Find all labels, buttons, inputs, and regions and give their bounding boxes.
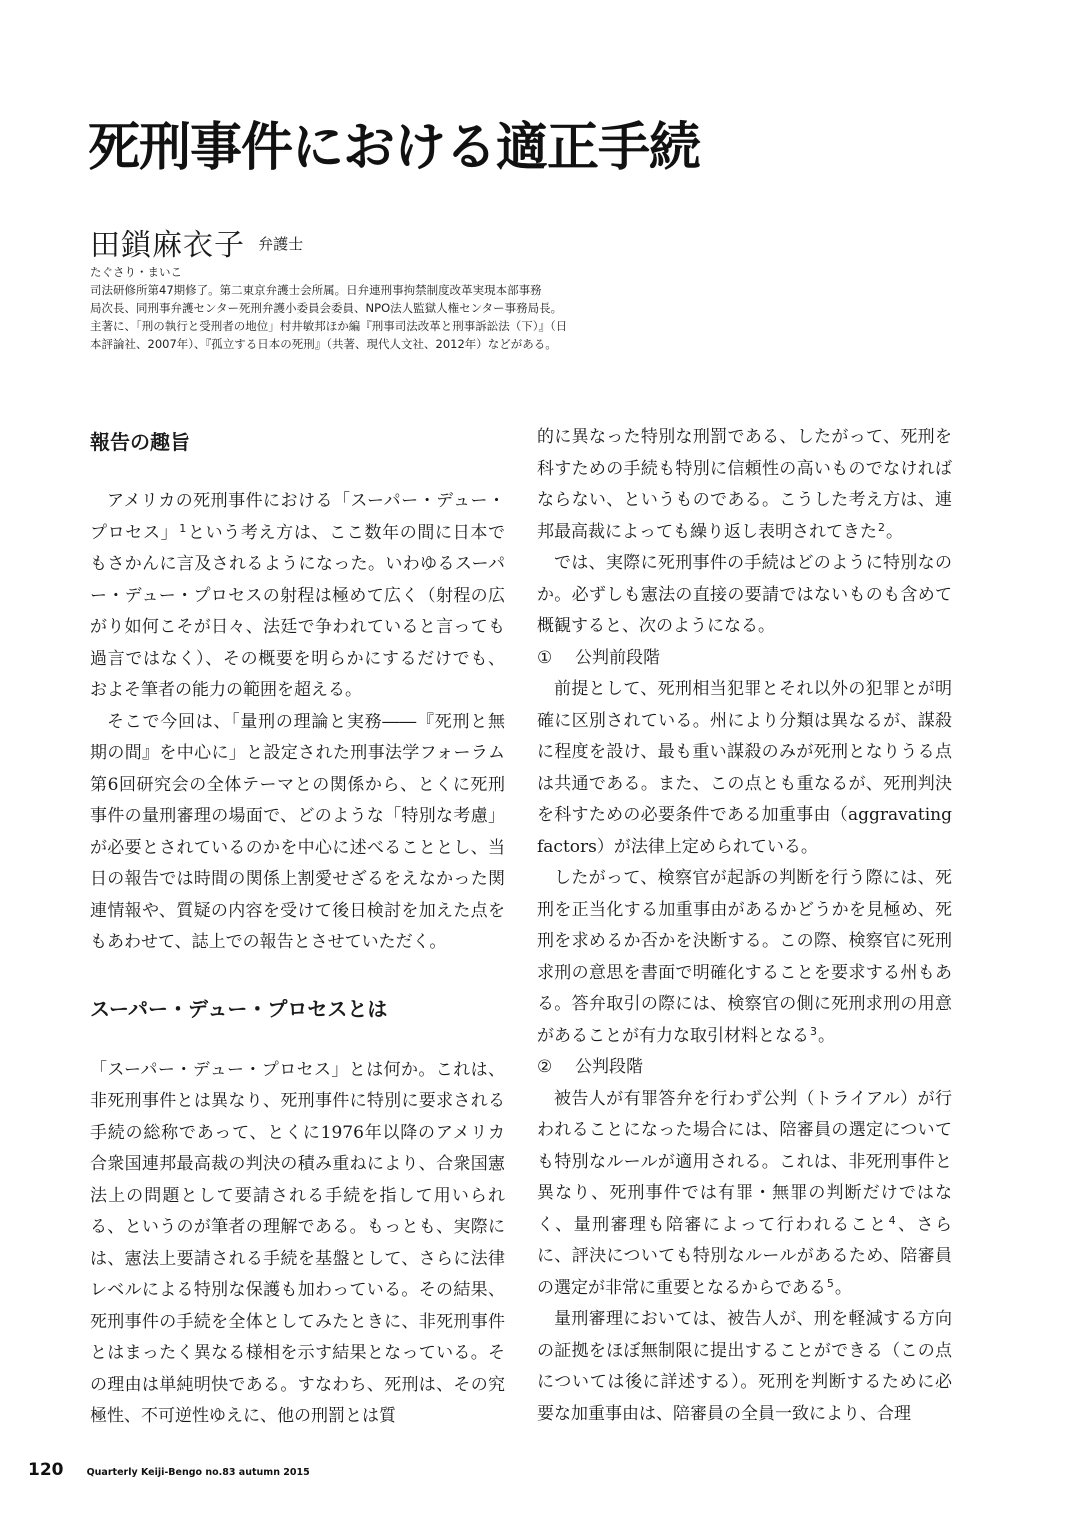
author-name: 田鎖麻衣子 <box>90 228 245 263</box>
footnote-ref[interactable]: 4 <box>888 1213 896 1227</box>
author-reading: たぐさり・まいこ <box>90 265 182 279</box>
paragraph: では、実際に死刑事件の手続はどのように特別なのか。必ずしも憲法の直接の要請ではないものも含めて概観すると、次のようになる。 <box>537 553 952 636</box>
paragraph: 「スーパー・デュー・プロセス」とは何か。これは、非死刑事件とは異なり、死刑事件に特別に要求される手続の総称であって、とくに1976年以降のアメリカ合衆国連邦最高裁の判決の積み重ねにより、合衆国憲法上の問題として要請される手続を指して用いられる、というのが筆者の理解である。もっとも、実際には、憲法上要請される手続を基盤として、さらに法律レベルによる特別な保護も加わっている。その結果、死刑事件の手続を全体としてみたときに、非死刑事件とはまったく異なる様相を示す結果となっている。その理由は単純明快である。すなわち、死刑は、その究極性、不可逆性ゆえに、他の刑罰とは質 <box>90 1059 505 1426</box>
paragraph: したがって、検察官が起訴の判断を行う際には、死刑を正当化する加重事由があるかどうかを見極め、死刑を求めるか否かを決断する。この際、検察官に死刑求刑の意思を書面で明確化することを要求する州もある。答弁取引の際には、検察官の側に死刑求刑の用意があることが有力な取引材料となる$^3$。 <box>537 868 952 1046</box>
journal-name: Quarterly Keiji-Bengo no.83 autumn 2015 <box>86 1467 310 1478</box>
paragraph: 被告人が有罪答弁を行わず公判（トライアル）が行われることになった場合には、陪審員の選定についても特別なルールが適用される。これは、非死刑事件と異なり、死刑事件では有罪・無罪の判断だけではなく、量刑審理も陪審によって行われること$^4$、さらに、評決についても特別なルールがあるため、陪審員の選定が非常に重要となるからである$^5$。 <box>537 1088 953 1298</box>
paragraph: 的に異なった特別な刑罰である、したがって、死刑を科すための手続も特別に信頼性の高いものでなければならない、というものである。こうした考え方は、連邦最高裁によっても繰り返し表明されてきた$^2$。 <box>537 427 952 542</box>
article-title: 死刑事件における適正手続 <box>88 118 701 178</box>
footnote-ref[interactable]: 3 <box>810 1024 817 1038</box>
author-role: 弁護士 <box>258 235 304 253</box>
author-block <box>90 220 303 264</box>
bio-line: 主著に、「刑の執行と受刑者の地位」村井敏邦ほか編『刑事司法改革と刑事訴訟法（下）』（日 <box>90 319 568 333</box>
subheading-pretrial: ① 公判前段階 <box>537 647 660 668</box>
author-bio <box>90 263 670 353</box>
section-heading-super-due-process: スーパー・デュー・プロセスとは <box>90 996 388 1021</box>
paragraph: 前提として、死刑相当犯罪とそれ以外の犯罪とが明確に区別されている。州により分類は異なるが、謀殺に程度を設け、最も重い謀殺のみが死刑となりうる点は共通である。また、この点とも重なるが、死刑判決を科すための必要条件である加重事由（aggravating factors）が法律上定められている。 <box>537 679 952 857</box>
bio-line: 局次長、同刑事弁護センター死刑弁護小委員会委員、NPO法人監獄人権センター事務局長。 <box>90 301 563 315</box>
page-footer <box>28 1460 310 1480</box>
section-heading-purpose: 報告の趣旨 <box>90 430 190 454</box>
bio-line: 司法研修所第47期修了。第二東京弁護士会所属。日弁連刑事拘禁制度改革実現本部事務 <box>90 283 542 297</box>
paragraph: そこで今回は、「量刑の理論と実務――『死刑と無期の間』を中心に」と設定された刑事法学フォーラム第6回研究会の全体テーマとの関係から、とくに死刑事件の量刑審理の場面で、どのような「特別な考慮」が必要とされているのかを中心に述べることとし、当日の報告では時間の関係上割愛せざるをえなかった関連情報や、質疑の内容を受けて後日検討を加えた点をもあわせて、誌上での報告とさせていただく。 <box>90 711 505 952</box>
footnote-ref[interactable]: 2 <box>878 520 885 534</box>
bio-line: 本評論社、2007年）、『孤立する日本の死刑』（共著、現代人文社、2012年）などがある。 <box>90 337 557 351</box>
page-number: 120 <box>28 1460 64 1480</box>
subheading-trial: ② 公判段階 <box>537 1057 643 1077</box>
paragraph: 量刑審理においては、被告人が、刑を軽減する方向の証拠をほぼ無制限に提出することができる（この点については後に詳述する）。死刑を判断するために必要な加重事由は、陪審員の全員一致により、合理 <box>537 1309 952 1424</box>
paragraph: アメリカの死刑事件における「スーパー・デュー・プロセス」$^1$という考え方は、ここ数年の間に日本でもさかんに言及されるようになった。いわゆるスーパー・デュー・プロセスの射程は極めて広く（射程の広がり如何こそが日々、法廷で争われていると言っても過言ではなく）、その概要を明らかにするだけでも、およそ筆者の能力の範囲を超える。 <box>90 491 506 700</box>
footnote-ref[interactable]: 1 <box>179 521 187 535</box>
footnote-ref[interactable]: 5 <box>826 1276 834 1290</box>
left-column <box>90 422 505 1433</box>
right-column <box>537 422 952 1430</box>
